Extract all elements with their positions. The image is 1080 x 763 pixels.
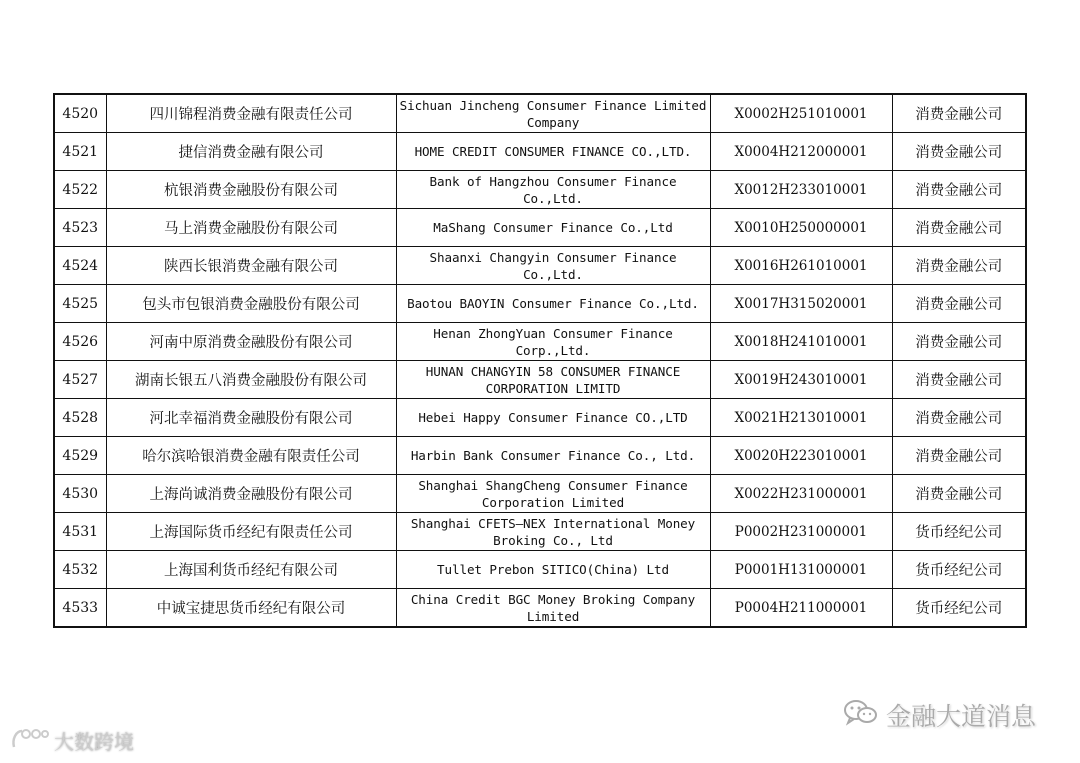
institution-type-cell: 货币经纪公司 xyxy=(892,589,1026,628)
watermark-right-text: 金融大道消息 xyxy=(886,702,1037,731)
english-name-cell: Baotou BAOYIN Consumer Finance Co.,Ltd. xyxy=(396,285,710,323)
row-number-cell: 4527 xyxy=(54,361,106,399)
chinese-name-cell: 陕西长银消费金融有限公司 xyxy=(106,247,396,285)
english-name-cell: Shaanxi Changyin Consumer Finance Co.,Ltd. xyxy=(396,247,710,285)
english-name-cell: Shanghai CFETS—NEX International Money Broking Co., Ltd xyxy=(396,513,710,551)
english-name-cell: Harbin Bank Consumer Finance Co., Ltd. xyxy=(396,437,710,475)
english-name-cell: Bank of Hangzhou Consumer Finance Co.,Ltd. xyxy=(396,171,710,209)
license-code-cell: X0018H241010001 xyxy=(710,323,892,361)
license-code-cell: X0020H223010001 xyxy=(710,437,892,475)
institution-type-cell: 消费金融公司 xyxy=(892,475,1026,513)
row-number-cell: 4532 xyxy=(54,551,106,589)
table-row xyxy=(54,513,1026,551)
table-row xyxy=(54,285,1026,323)
chinese-name-cell: 包头市包银消费金融股份有限公司 xyxy=(106,285,396,323)
chinese-name-cell: 上海尚诚消费金融股份有限公司 xyxy=(106,475,396,513)
license-code-cell: P0002H231000001 xyxy=(710,513,892,551)
row-number-cell: 4530 xyxy=(54,475,106,513)
chinese-name-cell: 湖南长银五八消费金融股份有限公司 xyxy=(106,361,396,399)
watermark-left xyxy=(10,725,134,755)
license-code-cell: X0022H231000001 xyxy=(710,475,892,513)
table-row xyxy=(54,475,1026,513)
row-number-cell: 4525 xyxy=(54,285,106,323)
chinese-name-cell: 河南中原消费金融股份有限公司 xyxy=(106,323,396,361)
table-row xyxy=(54,171,1026,209)
institution-type-cell: 消费金融公司 xyxy=(892,361,1026,399)
institution-type-cell: 消费金融公司 xyxy=(892,247,1026,285)
chinese-name-cell: 上海国际货币经纪有限责任公司 xyxy=(106,513,396,551)
watermark-left-text: 大数跨境 xyxy=(54,729,134,754)
institution-type-cell: 消费金融公司 xyxy=(892,437,1026,475)
license-code-cell: X0010H250000001 xyxy=(710,209,892,247)
institution-type-cell: 消费金融公司 xyxy=(892,171,1026,209)
row-number-cell: 4529 xyxy=(54,437,106,475)
row-number-cell: 4521 xyxy=(54,133,106,171)
row-number-cell: 4526 xyxy=(54,323,106,361)
institution-type-cell: 消费金融公司 xyxy=(892,94,1026,133)
chinese-name-cell: 中诚宝捷思货币经纪有限公司 xyxy=(106,589,396,628)
table-row xyxy=(54,209,1026,247)
row-number-cell: 4528 xyxy=(54,399,106,437)
row-number-cell: 4522 xyxy=(54,171,106,209)
license-code-cell: X0012H233010001 xyxy=(710,171,892,209)
english-name-cell: Tullet Prebon SITICO(China) Ltd xyxy=(396,551,710,589)
table-row xyxy=(54,589,1026,628)
english-name-cell: HUNAN CHANGYIN 58 CONSUMER FINANCE CORPORATION LIMITD xyxy=(396,361,710,399)
license-code-cell: X0021H213010001 xyxy=(710,399,892,437)
license-code-cell: X0004H212000001 xyxy=(710,133,892,171)
institution-table xyxy=(53,93,1027,628)
license-code-cell: X0017H315020001 xyxy=(710,285,892,323)
chinese-name-cell: 捷信消费金融有限公司 xyxy=(106,133,396,171)
bigdata-logo-icon xyxy=(10,725,50,756)
license-code-cell: X0002H251010001 xyxy=(710,94,892,133)
english-name-cell: Sichuan Jincheng Consumer Finance Limited Company xyxy=(396,94,710,133)
institution-type-cell: 货币经纪公司 xyxy=(892,551,1026,589)
chinese-name-cell: 杭银消费金融股份有限公司 xyxy=(106,171,396,209)
institution-type-cell: 消费金融公司 xyxy=(892,323,1026,361)
license-code-cell: P0001H131000001 xyxy=(710,551,892,589)
english-name-cell: HOME CREDIT CONSUMER FINANCE CO.,LTD. xyxy=(396,133,710,171)
row-number-cell: 4531 xyxy=(54,513,106,551)
english-name-cell: Shanghai ShangCheng Consumer Finance Corporation Limited xyxy=(396,475,710,513)
english-name-cell: Hebei Happy Consumer Finance CO.,LTD xyxy=(396,399,710,437)
license-code-cell: X0019H243010001 xyxy=(710,361,892,399)
english-name-cell: MaShang Consumer Finance Co.,Ltd xyxy=(396,209,710,247)
institution-type-cell: 消费金融公司 xyxy=(892,285,1026,323)
license-code-cell: X0016H261010001 xyxy=(710,247,892,285)
table-row xyxy=(54,94,1026,133)
chinese-name-cell: 上海国利货币经纪有限公司 xyxy=(106,551,396,589)
row-number-cell: 4524 xyxy=(54,247,106,285)
table-row xyxy=(54,437,1026,475)
chinese-name-cell: 四川锦程消费金融有限责任公司 xyxy=(106,94,396,133)
row-number-cell: 4520 xyxy=(54,94,106,133)
english-name-cell: Henan ZhongYuan Consumer Finance Corp.,Ltd. xyxy=(396,323,710,361)
institution-type-cell: 消费金融公司 xyxy=(892,399,1026,437)
institution-type-cell: 货币经纪公司 xyxy=(892,513,1026,551)
chinese-name-cell: 河北幸福消费金融股份有限公司 xyxy=(106,399,396,437)
institution-type-cell: 消费金融公司 xyxy=(892,209,1026,247)
license-code-cell: P0004H211000001 xyxy=(710,589,892,628)
institution-type-cell: 消费金融公司 xyxy=(892,133,1026,171)
table-row xyxy=(54,133,1026,171)
watermark-right xyxy=(842,697,1036,733)
wechat-icon xyxy=(842,698,880,732)
table-row xyxy=(54,247,1026,285)
table-body xyxy=(54,94,1026,627)
row-number-cell: 4523 xyxy=(54,209,106,247)
table-row xyxy=(54,551,1026,589)
english-name-cell: China Credit BGC Money Broking Company Limited xyxy=(396,589,710,628)
chinese-name-cell: 哈尔滨哈银消费金融有限责任公司 xyxy=(106,437,396,475)
table-row xyxy=(54,361,1026,399)
table-row xyxy=(54,399,1026,437)
row-number-cell: 4533 xyxy=(54,589,106,628)
chinese-name-cell: 马上消费金融股份有限公司 xyxy=(106,209,396,247)
table-row xyxy=(54,323,1026,361)
